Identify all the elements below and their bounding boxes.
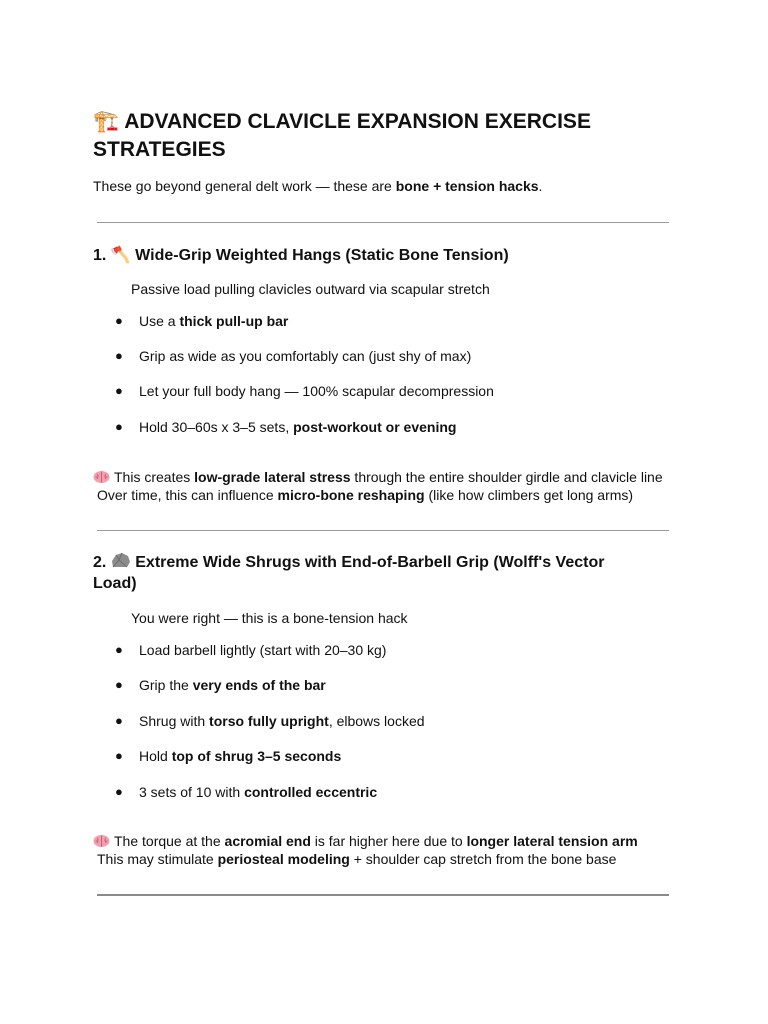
title-line-1: ADVANCED CLAVICLE EXPANSION EXERCISE	[124, 110, 591, 133]
section-1-note	[93, 468, 663, 486]
item-bold: torso fully upright	[209, 713, 329, 729]
section-2-heading	[93, 552, 653, 594]
note-text: Over time, this can influence	[97, 487, 278, 503]
item-text: Grip as wide as you comfortably can (just shy of max)	[139, 348, 472, 364]
page-title	[93, 107, 693, 164]
note-bold: acromial end	[224, 833, 311, 849]
item-text: Hold	[139, 748, 172, 764]
section-title: Extreme Wide Shrugs with End-of-Barbell Grip (Wolff's Vector	[135, 554, 605, 571]
note-bold: micro-bone reshaping	[277, 487, 425, 503]
item-text: Grip the	[139, 677, 193, 693]
bullet-icon: ●	[115, 313, 123, 328]
bullet-icon: ●	[115, 383, 123, 398]
item-text: 3 sets of 10 with	[139, 784, 245, 800]
construction-crane-icon: 🏗️	[93, 109, 120, 133]
item-text: Use a	[139, 313, 180, 329]
item-bold: controlled eccentric	[244, 784, 378, 800]
title-line-2: STRATEGIES	[93, 138, 226, 161]
bullet-icon: ●	[115, 748, 123, 763]
brain-icon	[93, 834, 110, 848]
intro-text: These go beyond general delt work — these are	[93, 178, 396, 194]
section-1-subtitle: Passive load pulling clavicles outward via scapular stretch	[131, 281, 490, 297]
section-2-note	[93, 832, 638, 850]
bullet-icon: ●	[115, 677, 123, 692]
note-text: The torque at the	[114, 833, 225, 849]
section-number: 2.	[93, 554, 107, 571]
section-2-note-line-2	[97, 850, 616, 868]
bullet-icon: ●	[115, 419, 123, 434]
section-1-note-line-2	[97, 486, 633, 504]
note-text-end: + shoulder cap stretch from the bone base	[349, 851, 617, 867]
section-2-subtitle: You were right — this is a bone-tension hack	[131, 610, 408, 626]
axe-icon: 🪓	[110, 245, 131, 264]
section-title: Wide-Grip Weighted Hangs (Static Bone Tension)	[135, 247, 509, 264]
item-bold: thick pull-up bar	[179, 313, 289, 329]
item-text: Let your full body hang — 100% scapular decompression	[139, 383, 494, 399]
section-title-cont: Load)	[93, 575, 137, 592]
bullet-icon: ●	[115, 784, 123, 799]
item-text: Hold 30–60s x 3–5 sets,	[139, 419, 294, 435]
note-bold: low-grade lateral stress	[194, 469, 351, 485]
section-1-heading	[93, 244, 653, 266]
note-bold-2: longer lateral tension arm	[466, 833, 638, 849]
item-text-end: , elbows locked	[328, 713, 425, 729]
divider	[97, 894, 669, 896]
note-text: This creates	[114, 469, 195, 485]
item-bold: top of shrug 3–5 seconds	[171, 748, 342, 764]
bullet-icon: ●	[115, 642, 123, 657]
bullet-icon: ●	[115, 348, 123, 363]
item-text: Shrug with	[139, 713, 210, 729]
note-text-end: through the entire shoulder girdle and clavicle line	[350, 469, 663, 485]
note-text-end: (like how climbers get long arms)	[424, 487, 634, 503]
brain-icon	[93, 470, 110, 484]
section-number: 1.	[93, 247, 107, 264]
item-bold: very ends of the bar	[192, 677, 326, 693]
bullet-icon: ●	[115, 713, 123, 728]
intro-end: .	[538, 178, 543, 194]
intro-bold: bone + tension hacks	[395, 178, 539, 194]
divider	[97, 530, 669, 531]
note-text: This may stimulate	[97, 851, 218, 867]
rock-icon	[111, 552, 131, 569]
divider	[97, 222, 669, 223]
note-text-mid: is far higher here due to	[310, 833, 467, 849]
note-bold: periosteal modeling	[217, 851, 350, 867]
item-bold: post-workout or evening	[293, 419, 457, 435]
item-text: Load barbell lightly (start with 20–30 kg)	[139, 642, 387, 658]
intro-paragraph	[93, 177, 542, 195]
